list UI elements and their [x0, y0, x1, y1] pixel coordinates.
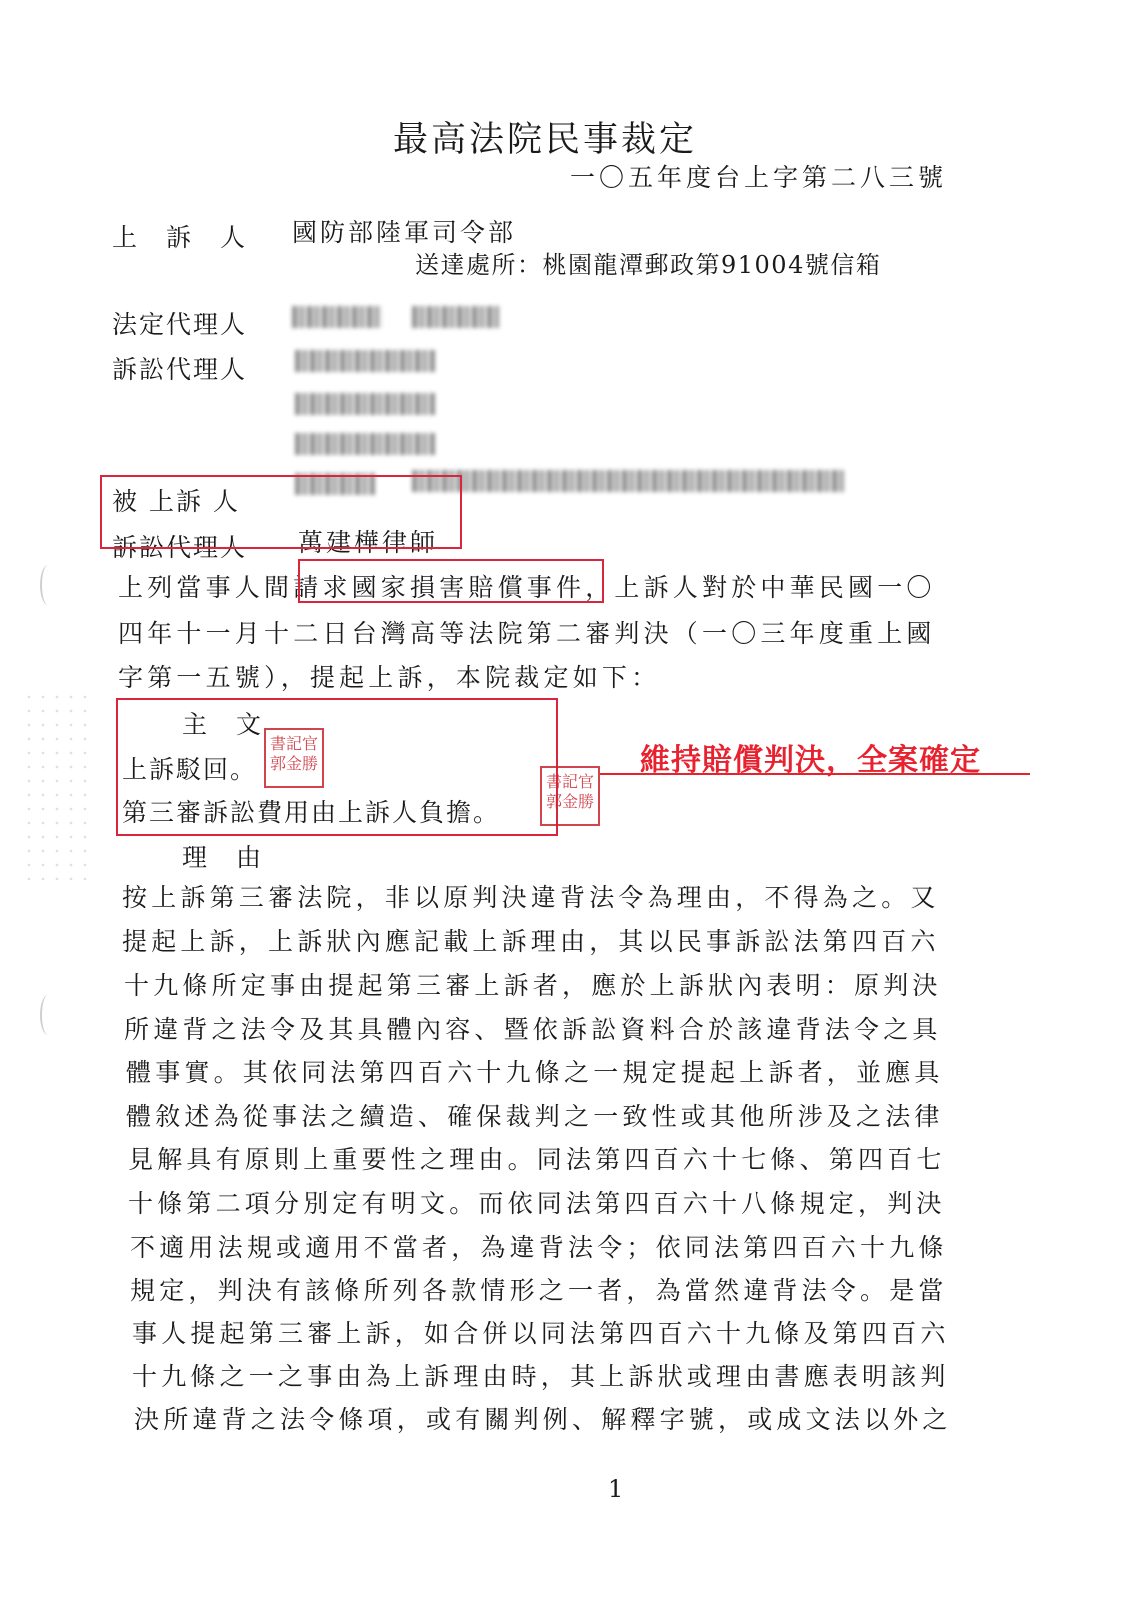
intro-line: 四年十一月十二日台灣高等法院第二審判決（一〇三年度重上國 — [118, 619, 936, 648]
reason-line: 十條第二項分別定有明文。而依同法第四百六十八條規定，判決 — [128, 1189, 946, 1218]
appellant-label: 上 訴 人 — [112, 223, 248, 252]
case-number: 一〇五年度台上字第二八三號 — [570, 163, 948, 192]
reason-line: 規定，判決有該條所列各款情形之一者，為當然違背法令。是當 — [130, 1276, 948, 1305]
reason-line: 體事實。其依同法第四百六十九條之一規定提起上訴者，並應具 — [126, 1058, 944, 1087]
appellee-representative-label: 訴訟代理人 — [112, 533, 248, 562]
reason-line: 事人提起第三審上訴，如合併以同法第四百六十九條及第四百六 — [132, 1319, 950, 1348]
intro-line: 字第一五號），提起上訴，本院裁定如下： — [118, 663, 661, 692]
redacted-name — [295, 350, 435, 372]
redacted-name — [295, 433, 435, 455]
redacted-name — [292, 306, 382, 328]
ruling-line: 上訴駁回。 — [122, 755, 258, 784]
binding-hole-mark — [40, 565, 56, 605]
reason-line: 體敘述為從事法之續造、確保裁判之一致性或其他所涉及之法律 — [126, 1102, 944, 1131]
scan-dot-pattern — [22, 690, 92, 880]
reason-line: 不適用法規或適用不當者，為違背法令；依同法第四百六十九條 — [130, 1233, 948, 1262]
highlight-box-ruling — [116, 698, 558, 836]
intro-line: 上列當事人間請求國家損害賠償事件，上訴人對於中華民國一〇 — [118, 573, 936, 602]
binding-hole-mark — [40, 995, 56, 1035]
reason-line: 十九條所定事由提起第三審上訴者，應於上訴狀內表明：原判決 — [124, 971, 942, 1000]
reason-heading: 理 由 — [182, 843, 264, 872]
reason-line: 所違背之法令及其具體內容、暨依訴訟資料合於該違背法令之具 — [124, 1015, 942, 1044]
document-title: 最高法院民事裁定 — [393, 120, 698, 160]
appellee-label: 被 上訴 人 — [112, 487, 240, 516]
clerk-seal: 書記官 郭金勝 — [264, 728, 324, 788]
main-ruling-heading: 主 文 — [182, 710, 264, 739]
reason-line: 決所違背之法令條項，或有關判例、解釋字號，或成文法以外之 — [134, 1405, 952, 1434]
page-number: 1 — [608, 1475, 624, 1503]
reason-line: 提起上訴，上訴狀內應記載上訴理由，其以民事訴訟法第四百六 — [122, 927, 940, 956]
highlight-box-case-type — [298, 559, 604, 603]
reason-line: 見解具有原則上重要性之理由。同法第四百六十七條、第四百七 — [128, 1145, 946, 1174]
legal-representative-label: 法定代理人 — [112, 310, 248, 339]
redacted-name — [412, 306, 500, 328]
redacted-address — [412, 470, 844, 492]
appellee-representative-name: 萬建樺律師 — [298, 528, 439, 557]
appellant-name: 國防部陸軍司令部 — [292, 218, 517, 247]
ruling-line: 第三審訴訟費用由上訴人負擔。 — [122, 798, 501, 827]
litigation-representative-label: 訴訟代理人 — [112, 355, 248, 384]
annotation-callout: 維持賠償判決，全案確定 — [640, 743, 981, 778]
reason-line: 按上訴第三審法院，非以原判決違背法令為理由，不得為之。又 — [122, 883, 940, 912]
reason-line: 十九條之一之事由為上訴理由時，其上訴狀或理由書應表明該判 — [132, 1362, 950, 1391]
redacted-name — [295, 393, 435, 415]
service-address: 送達處所：桃園龍潭郵政第91004號信箱 — [415, 251, 882, 279]
highlight-box-appellee — [100, 475, 462, 549]
clerk-seal: 書記官 郭金勝 — [540, 766, 600, 826]
